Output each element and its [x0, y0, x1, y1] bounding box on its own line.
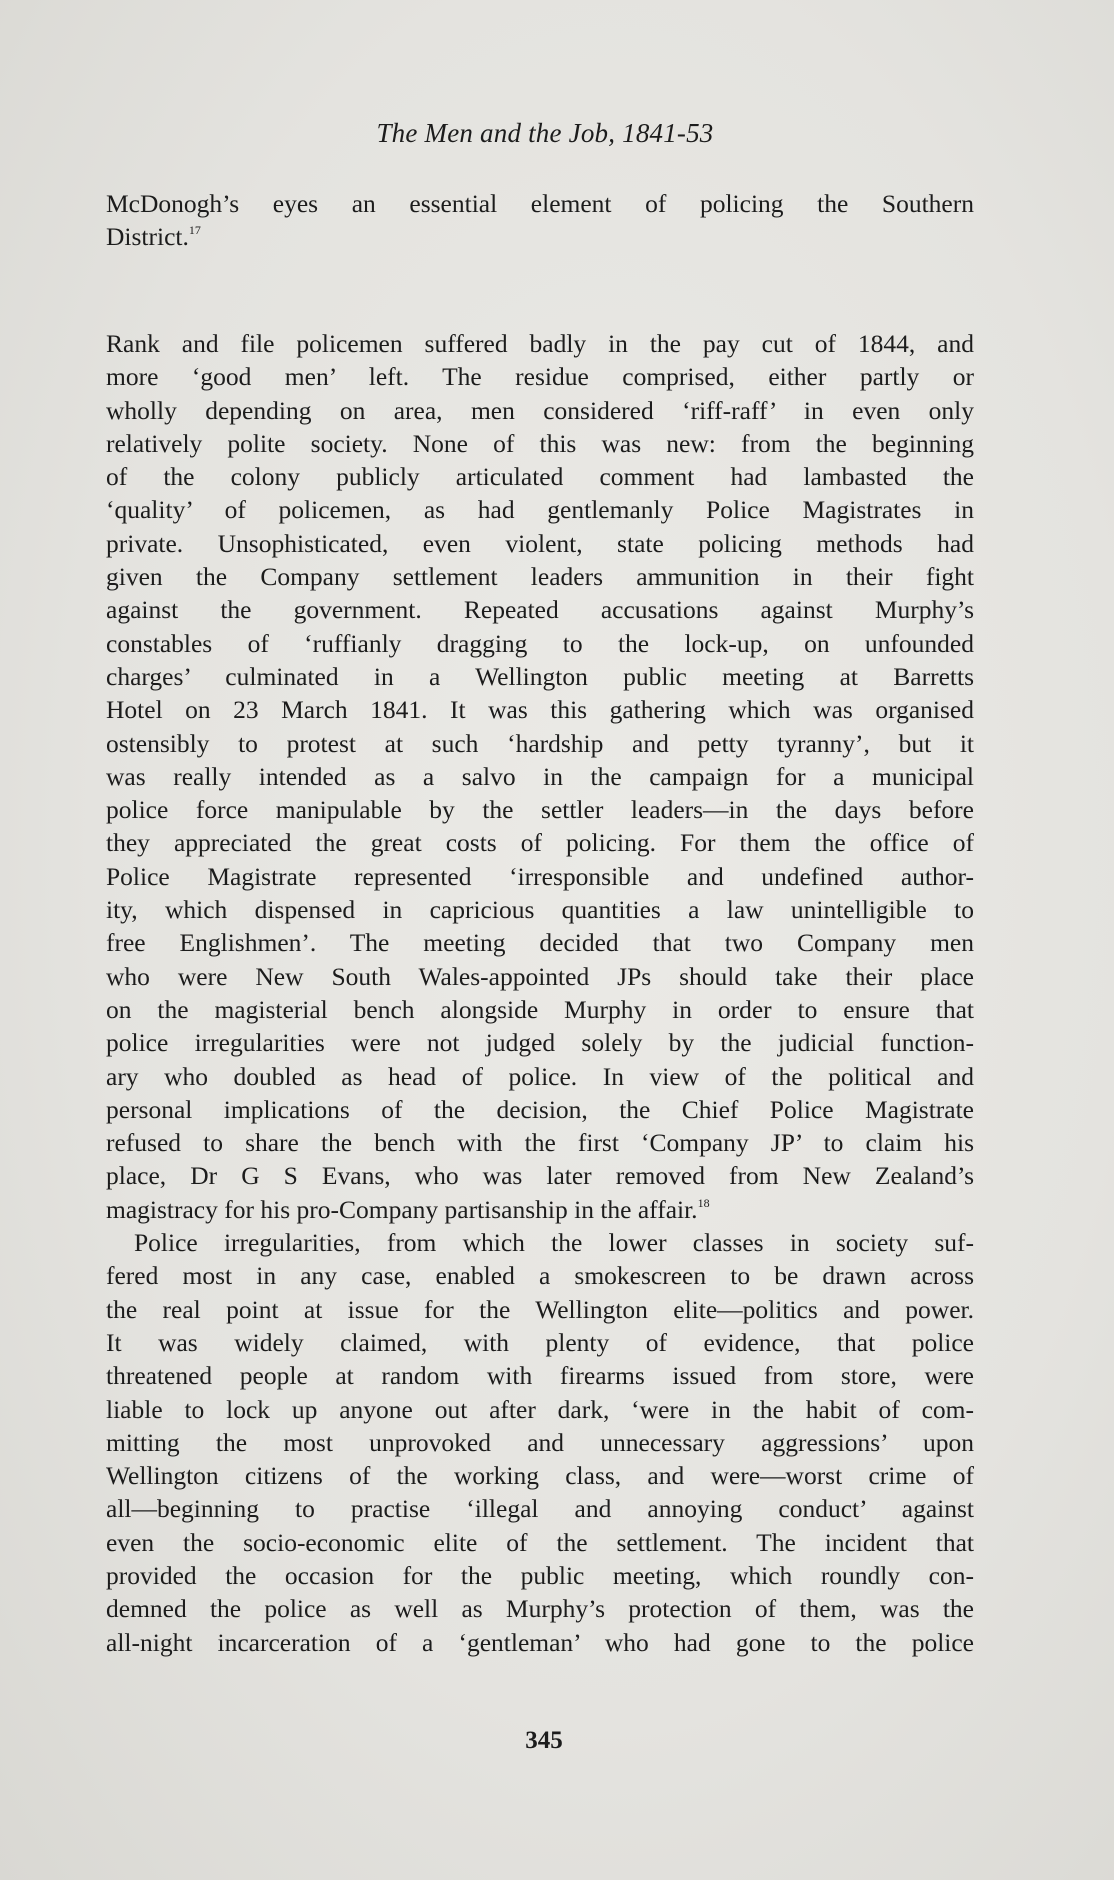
text-line: was really intended as a salvo in the campaign for a municipal: [106, 761, 974, 791]
text-line: police irregularities were not judged solely by the judicial function-: [106, 1028, 974, 1058]
text-line: all-night incarceration of a ‘gentleman’ who had gone to the police: [106, 1627, 974, 1657]
text-line: constables of ‘ruffianly dragging to the lock-up, on unfounded: [106, 628, 974, 658]
text-line: demned the police as well as Murphy’s protection of them, was the: [106, 1594, 974, 1624]
paragraph-continued: [106, 187, 974, 254]
text-line: liable to lock up anyone out after dark, ‘were in the habit of com-: [106, 1394, 974, 1424]
text-line: Rank and file policemen suffered badly in the pay cut of 1844, and: [106, 329, 974, 358]
text-line: more ‘good men’ left. The residue comprised, either partly or: [106, 362, 974, 392]
text-line: the real point at issue for the Wellington elite—politics and power.: [106, 1294, 974, 1324]
text-line: relatively polite society. None of this was new: from the beginning: [106, 428, 974, 458]
text-line: place, Dr G S Evans, who was later removed from New Zealand’s: [106, 1161, 974, 1191]
text-line: [106, 1193, 974, 1226]
text-line: charges’ culminated in a Wellington public meeting at Barretts: [106, 661, 974, 691]
text-line: free Englishmen’. The meeting decided that two Company men: [106, 928, 974, 958]
text-line: threatened people at random with firearms issued from store, were: [106, 1361, 974, 1391]
text-line: mitting the most unprovoked and unnecessary aggressions’ upon: [106, 1427, 974, 1457]
text-line: ostensibly to protest at such ‘hardship and petty tyranny’, but it: [106, 728, 974, 758]
text-line: It was widely claimed, with plenty of evidence, that police: [106, 1327, 974, 1357]
text-line: they appreciated the great costs of policing. For them the office of: [106, 828, 974, 858]
text-line-content: District.: [106, 222, 189, 252]
text-line: given the Company settlement leaders ammunition in their fight: [106, 562, 974, 592]
page-number: 345: [525, 1727, 563, 1754]
text-line: even the socio-economic elite of the settlement. The incident that: [106, 1527, 974, 1557]
text-line: wholly depending on area, men considered ‘riff-raff’ in even only: [106, 395, 974, 425]
text-line: [106, 220, 974, 253]
text-line: Wellington citizens of the working class, and were—worst crime of: [106, 1461, 974, 1491]
text-line: Police irregularities, from which the lower classes in society suf-: [134, 1228, 974, 1258]
text-line: ity, which dispensed in capricious quantities a law unintelligible to: [106, 895, 974, 925]
text-line: refused to share the bench with the first ‘Company JP’ to claim his: [106, 1128, 974, 1158]
text-line: Police Magistrate represented ‘irresponsible and undefined author-: [106, 861, 974, 891]
running-head: The Men and the Job, 1841-53: [376, 118, 714, 148]
text-line: fered most in any case, enabled a smokescreen to be drawn across: [106, 1261, 974, 1291]
text-line: who were New South Wales-appointed JPs should take their place: [106, 961, 974, 991]
footnote-ref-17: 17: [188, 223, 201, 238]
text-line: Hotel on 23 March 1841. It was this gathering which was organised: [106, 695, 974, 725]
text-line: personal implications of the decision, the Chief Police Magistrate: [106, 1094, 974, 1124]
text-line: ‘quality’ of policemen, as had gentlemanly Police Magistrates in: [106, 495, 974, 525]
text-line-content: magistracy for his pro-Company partisanship in the affair.: [106, 1194, 698, 1224]
text-line: ary who doubled as head of police. In view of the political and: [106, 1061, 974, 1091]
text-line: all—beginning to practise ‘illegal and annoying conduct’ against: [106, 1494, 974, 1524]
text-line: provided the occasion for the public meeting, which roundly con-: [106, 1560, 974, 1590]
text-line: police force manipulable by the settler leaders—in the days before: [106, 795, 974, 825]
text-line: McDonogh’s eyes an essential element of policing the Southern: [106, 189, 974, 218]
body-text: [106, 327, 974, 1659]
footnote-ref-18: 18: [697, 1195, 710, 1210]
text-line: against the government. Repeated accusations against Murphy’s: [106, 595, 974, 625]
text-line: of the colony publicly articulated comment had lambasted the: [106, 462, 974, 492]
text-line: private. Unsophisticated, even violent, state policing methods had: [106, 528, 974, 558]
text-line: on the magisterial bench alongside Murphy in order to ensure that: [106, 994, 974, 1024]
